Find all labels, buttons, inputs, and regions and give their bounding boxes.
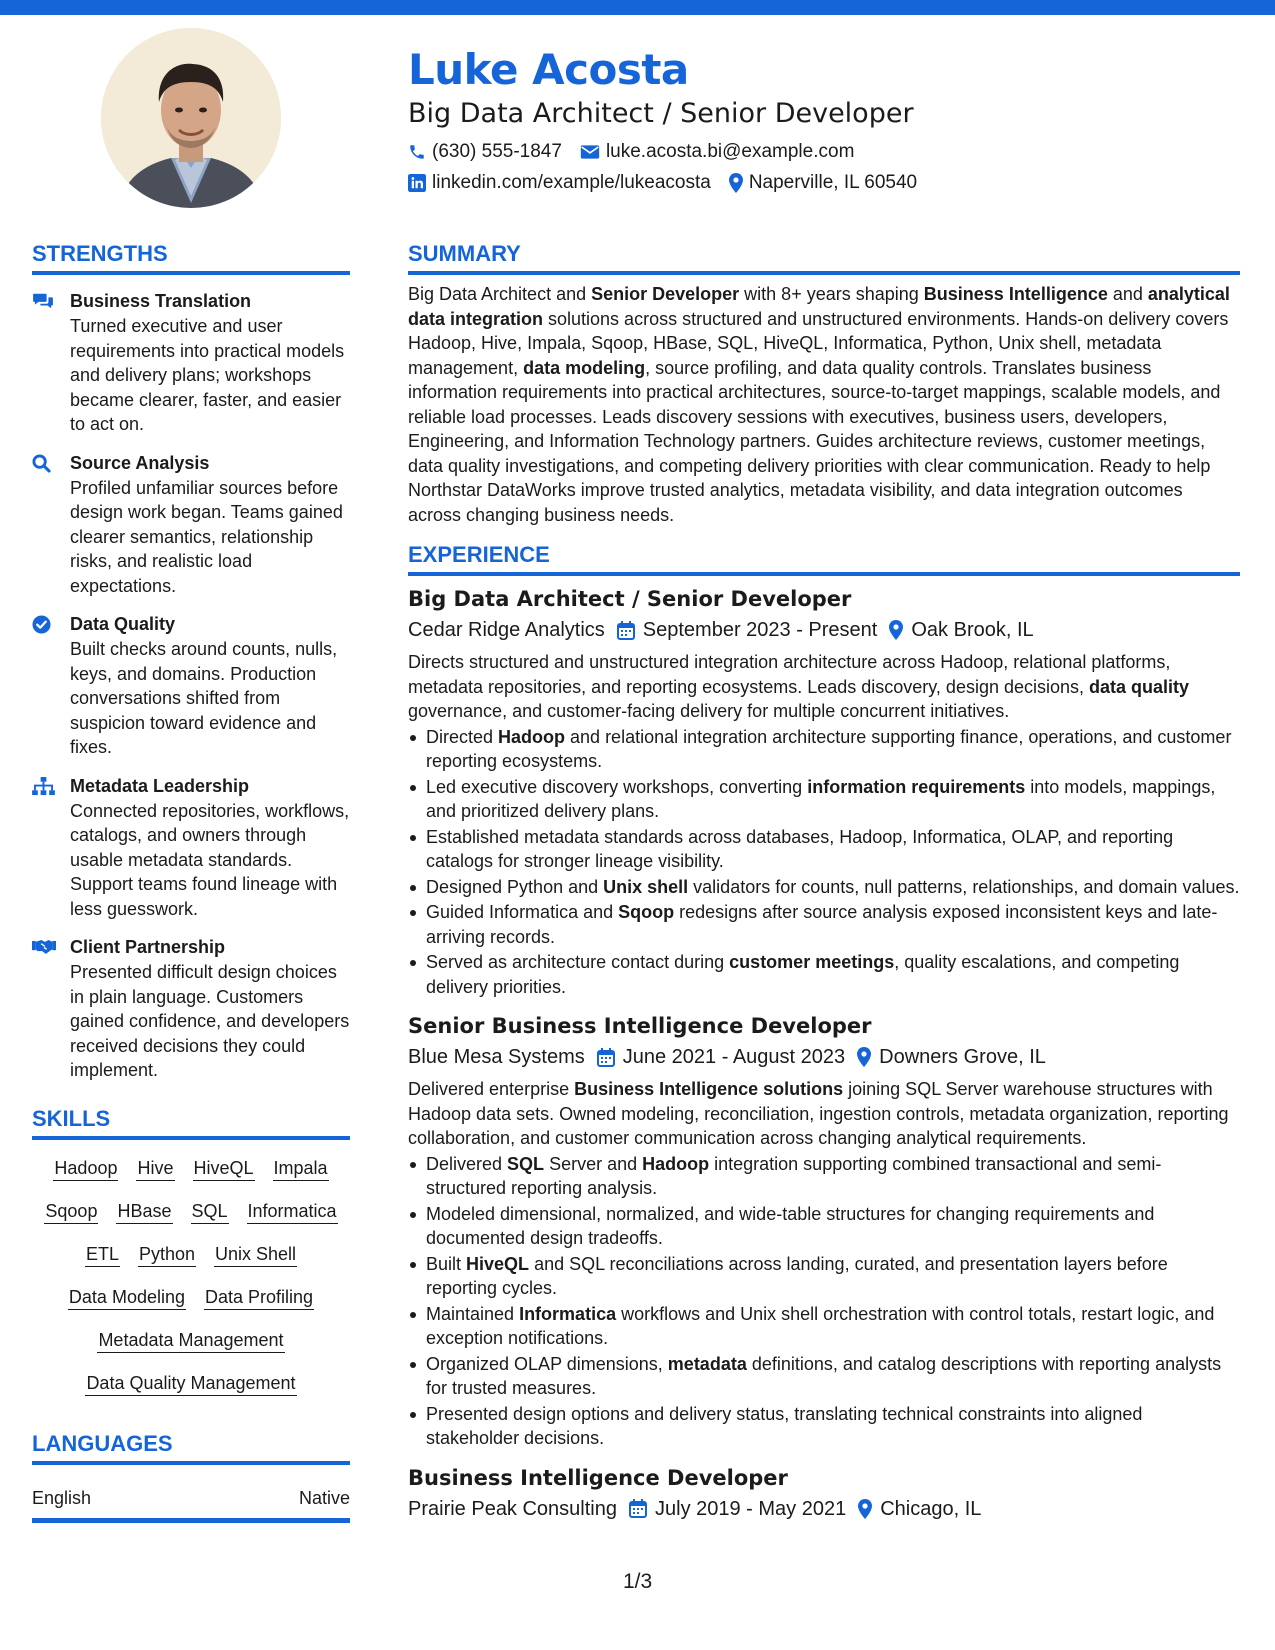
search-icon: [32, 454, 51, 473]
skill-row: [32, 1285, 350, 1310]
strength-item: [32, 451, 350, 599]
email-text: luke.acosta.bi@example.com: [605, 141, 855, 162]
job-entry: [408, 1463, 1240, 1523]
job-entry: [408, 1011, 1240, 1451]
job-description: Delivered enterprise Business Intelligence solutions joining SQL Server warehouse structures with Hadoop data sets. Owned modeling, reconciliation, ingestion controls, metadata organization, reporting collaboration, and customer communication across changing analytical requirements.: [408, 1079, 1229, 1148]
experience-heading: EXPERIENCE: [408, 541, 1240, 576]
strength-desc: Presented difficult design choices in plain language. Customers gained confidence, and developers received decisions they could implement.: [70, 962, 350, 1080]
skill-tag: Hive: [136, 1156, 174, 1181]
job-company: Prairie Peak Consulting: [408, 1497, 617, 1520]
linkedin-contact[interactable]: [408, 171, 711, 195]
bullet-item: Built HiveQL and SQL reconciliations across landing, curated, and presentation layers before reporting cycles.: [408, 1252, 1240, 1301]
bullet-item: Modeled dimensional, normalized, and wide-table structures for changing requirements and documented design tradeoffs.: [408, 1202, 1240, 1251]
job-title: Business Intelligence Developer: [408, 1465, 788, 1490]
strength-name: Data Quality: [70, 614, 176, 634]
job-dates: September 2023 - Present: [642, 619, 878, 641]
bullet-item: Delivered SQL Server and Hadoop integration supporting combined transactional and semi-structured reporting analysis.: [408, 1152, 1240, 1201]
bullet-item: Guided Informatica and Sqoop redesigns after source analysis exposed inconsistent keys and late-arriving records.: [408, 900, 1240, 949]
strength-name: Business Translation: [70, 291, 252, 311]
map-pin-icon: [858, 1499, 872, 1519]
bullet-item: Designed Python and Unix shell validators for counts, null patterns, relationships, and domain values.: [408, 875, 1240, 900]
strength-desc: Profiled unfamiliar sources before design work began. Teams gained clearer semantics, relationship risks, and realistic load expectations.: [70, 477, 343, 596]
envelope-icon: [580, 144, 600, 160]
strength-item: [32, 289, 350, 437]
bullet-item: Served as architecture contact during customer meetings, quality escalations, and competing delivery priorities.: [408, 950, 1240, 999]
strengths-list: [32, 289, 350, 1083]
bullet-item: Established metadata standards across databases, Hadoop, Informatica, OLAP, and reporting catalogs for stronger lineage visibility.: [408, 825, 1240, 874]
languages-heading: LANGUAGES: [32, 1430, 350, 1465]
skills-list: [32, 1156, 350, 1396]
skill-tag: Sqoop: [44, 1199, 98, 1224]
summary-heading: SUMMARY: [408, 240, 1240, 275]
skill-tag: HBase: [116, 1199, 172, 1224]
calendar-icon: [617, 621, 635, 640]
bullet-item: Maintained Informatica workflows and Unix shell orchestration with control totals, restart logic, and exception notifications.: [408, 1302, 1240, 1351]
job-location: Oak Brook, IL: [911, 619, 1034, 641]
skill-tag: Metadata Management: [97, 1328, 284, 1353]
language-row: [32, 1486, 350, 1523]
handshake-icon: [32, 938, 56, 955]
skills-heading: SKILLS: [32, 1105, 350, 1140]
job-dates: July 2019 - May 2021: [655, 1497, 847, 1520]
job-meta: [408, 1495, 1240, 1523]
job-bullets: [408, 1152, 1240, 1451]
job-meta: [408, 616, 1240, 644]
top-accent-bar: [0, 0, 1275, 15]
left-column: [32, 240, 350, 1523]
comments-icon: [32, 292, 54, 310]
skill-tag: Data Modeling: [68, 1285, 186, 1310]
job-location: Downers Grove, IL: [879, 1046, 1046, 1068]
skill-row: [32, 1156, 350, 1181]
strength-item: [32, 935, 350, 1083]
page-number: 1/3: [623, 1570, 653, 1593]
right-column: [408, 240, 1240, 1523]
map-pin-icon: [889, 620, 903, 640]
bullet-item: Presented design options and delivery status, translating technical constraints into aligned stakeholder decisions.: [408, 1402, 1240, 1451]
job-location: Chicago, IL: [880, 1497, 982, 1520]
skill-tag: Unix Shell: [214, 1242, 297, 1267]
avatar-illustration: [101, 28, 281, 208]
profile-photo: [101, 28, 281, 208]
skill-row: [32, 1328, 350, 1353]
strength-desc: Built checks around counts, nulls, keys, and domains. Production conversations shifted from suspicion toward evidence and fixes.: [70, 639, 338, 757]
job-dates: June 2021 - August 2023: [622, 1046, 846, 1068]
skill-tag: ETL: [85, 1242, 120, 1267]
skill-tag: Hadoop: [53, 1156, 118, 1181]
skill-tag: Python: [138, 1242, 196, 1267]
job-description: Directs structured and unstructured integration architecture across Hadoop, relational platforms, metadata repositories, and reporting ecosystems. Leads discovery, design decisions, data quality governance, and customer-facing delivery for multiple concurrent initiatives.: [408, 652, 1190, 721]
strengths-heading: STRENGTHS: [32, 240, 350, 275]
job-title: Senior Business Intelligence Developer: [408, 1014, 872, 1038]
bullet-item: Directed Hadoop and relational integration architecture supporting finance, operations, and customer reporting ecosystems.: [408, 725, 1240, 774]
contact-row-2: [408, 171, 1238, 195]
bullet-item: Organized OLAP dimensions, metadata definitions, and catalog descriptions with reporting analysts for trusted measures.: [408, 1352, 1240, 1401]
skill-row: [32, 1199, 350, 1224]
phone-contact[interactable]: [408, 140, 562, 164]
strength-desc: Connected repositories, workflows, catalogs, and owners through usable metadata standards. Support teams found lineage with less guesswork.: [70, 800, 350, 919]
map-pin-icon: [729, 173, 743, 193]
calendar-icon: [597, 1048, 615, 1067]
summary-text: Big Data Architect and Senior Developer with 8+ years shaping Business Intelligence and analytical data integration solutions across structured and unstructured environments. Hands-on delivery covers Hadoop, Hive, Impala, Sqoop, HBase, SQL, HiveQL, Informatica, Python, Unix shell, metadata management, data modeling, source profiling, and data quality controls. Translates business information requirements into practical architectures, source-to-target mappings, scalable models, and reliable load processes. Leads discovery sessions with executives, business users, developers, Engineering, and Information Technology partners. Guides architecture reviews, customer meetings, data quality investigations, and competing delivery priorities with clear communication. Ready to help Northstar DataWorks improve trusted analytics, metadata visibility, and data integration outcomes across changing business needs.: [408, 284, 1230, 525]
skill-row: [32, 1371, 350, 1396]
job-meta: [408, 1043, 1240, 1071]
job-company: Cedar Ridge Analytics: [408, 619, 605, 641]
contact-row-1: [408, 140, 1238, 164]
strength-desc: Turned executive and user requirements into practical models and delivery plans; workshops became clearer, faster, and easier to act on.: [70, 316, 345, 434]
linkedin-icon: [408, 174, 426, 192]
language-level: Native: [298, 1487, 350, 1508]
job-company: Blue Mesa Systems: [408, 1046, 585, 1068]
sitemap-icon: [32, 777, 55, 796]
phone-icon: [408, 143, 426, 161]
skill-tag: Informatica: [247, 1199, 338, 1224]
strength-item: [32, 774, 350, 922]
job-bullets: [408, 725, 1240, 1000]
skill-row: [32, 1242, 350, 1267]
strength-name: Client Partnership: [70, 937, 226, 957]
job-entry: [408, 584, 1240, 999]
job-title: Big Data Architect / Senior Developer: [408, 587, 852, 611]
bullet-item: Led executive discovery workshops, converting information requirements into models, mappings, and prioritized delivery plans.: [408, 775, 1240, 824]
calendar-icon: [629, 1499, 647, 1518]
language-name: English: [32, 1487, 92, 1508]
strength-item: [32, 612, 350, 760]
resume-header: [408, 44, 1238, 195]
candidate-title: Big Data Architect / Senior Developer: [408, 98, 914, 129]
location-text: Naperville, IL 60540: [748, 172, 918, 193]
location-contact: [729, 171, 917, 195]
skill-tag: Impala: [273, 1156, 329, 1181]
email-contact[interactable]: [580, 140, 854, 164]
check-circle-icon: [32, 615, 51, 634]
strength-name: Metadata Leadership: [70, 775, 250, 796]
skill-tag: Data Profiling: [204, 1285, 314, 1310]
linkedin-text: linkedin.com/example/lukeacosta: [432, 172, 711, 193]
phone-text: (630) 555-1847: [432, 141, 562, 162]
skill-tag: Data Quality Management: [85, 1371, 296, 1396]
skill-tag: SQL: [191, 1199, 229, 1224]
skill-tag: HiveQL: [193, 1156, 255, 1181]
map-pin-icon: [857, 1047, 871, 1067]
strength-name: Source Analysis: [70, 452, 210, 473]
candidate-name: Luke Acosta: [408, 45, 689, 94]
